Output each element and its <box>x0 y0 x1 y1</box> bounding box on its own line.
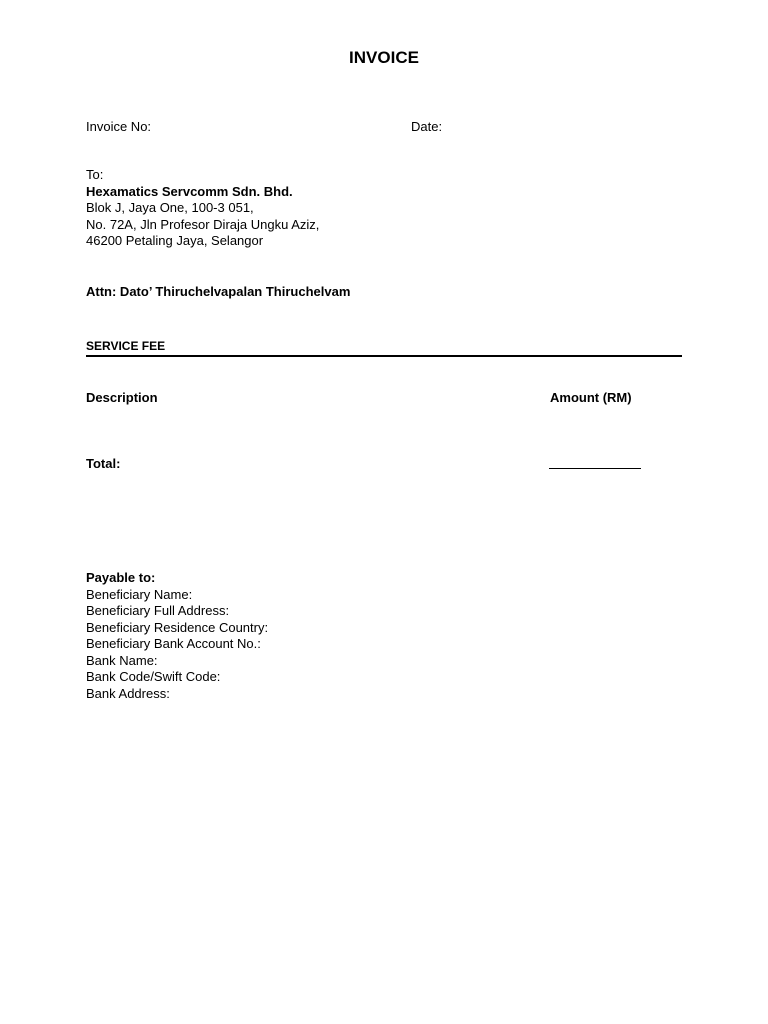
attention-line: Attn: Dato’ Thiruchelvapalan Thiruchelvam <box>86 284 351 299</box>
amount-column-header: Amount (RM) <box>550 390 632 405</box>
total-label: Total: <box>86 456 121 471</box>
description-column-header: Description <box>86 390 158 405</box>
invoice-no-label: Invoice No: <box>86 119 152 134</box>
address-line: Blok J, Jaya One, 100-3 051, <box>86 200 254 215</box>
payable-field: Beneficiary Residence Country: <box>86 619 269 635</box>
recipient-company: Hexamatics Servcomm Sdn. Bhd. <box>86 183 293 199</box>
payable-field: Beneficiary Name: <box>86 586 193 602</box>
address-line: No. 72A, Jln Profesor Diraja Ungku Aziz, <box>86 216 320 232</box>
payable-field: Beneficiary Bank Account No.: <box>86 636 261 651</box>
to-label: To: <box>86 167 104 182</box>
total-amount-line <box>549 468 641 469</box>
payable-field: Beneficiary Full Address: <box>86 603 230 618</box>
payable-field: Bank Code/Swift Code: <box>86 669 221 684</box>
date-label: Date: <box>411 119 443 134</box>
payable-block <box>86 570 268 702</box>
payable-field: Bank Name: <box>86 652 158 668</box>
recipient-block <box>86 167 319 250</box>
section-divider <box>86 355 682 357</box>
document-title: INVOICE <box>349 48 419 67</box>
payable-field: Bank Address: <box>86 685 170 701</box>
payable-title: Payable to: <box>86 570 156 585</box>
service-fee-heading: SERVICE FEE <box>86 339 166 353</box>
address-line: 46200 Petaling Jaya, Selangor <box>86 233 264 248</box>
